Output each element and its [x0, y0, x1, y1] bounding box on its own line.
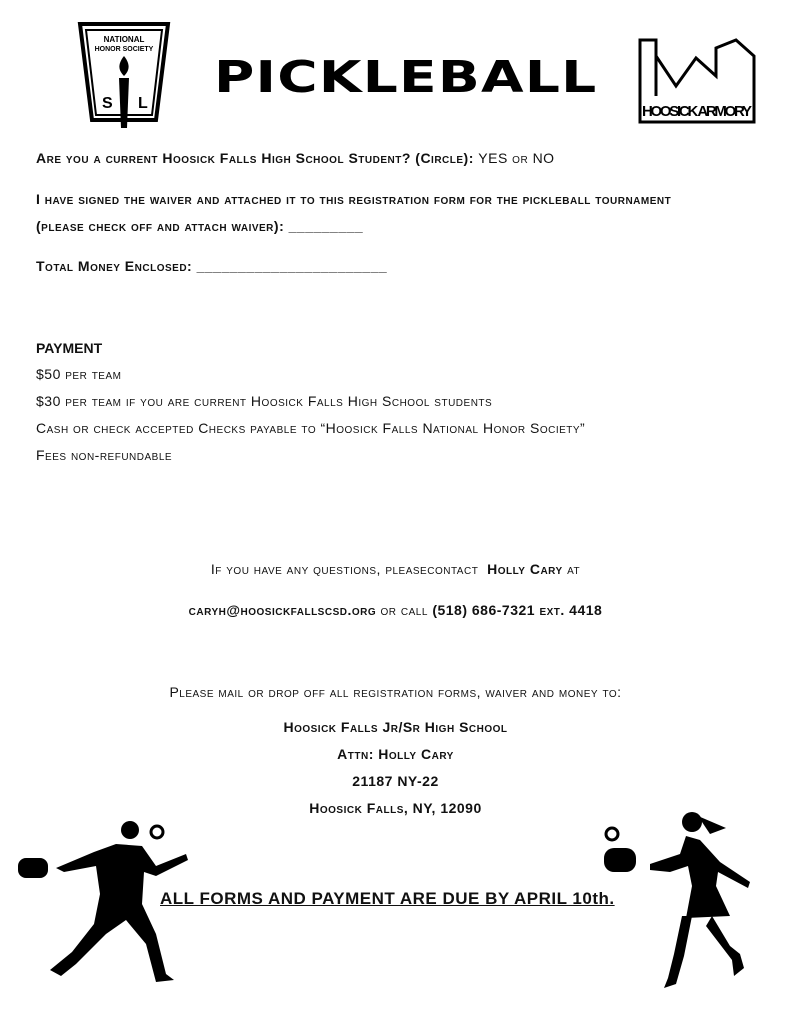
svg-text:HONOR SOCIETY: HONOR SOCIETY — [94, 46, 154, 53]
contact-name: Holly Cary — [487, 561, 563, 577]
mail-line: Hoosick Falls Jr/Sr High School — [283, 719, 508, 735]
hoosick-armory-logo — [636, 36, 758, 124]
waiver-statement: I have signed the waiver and attached it to this registration form for the pickleball tournament — [36, 191, 672, 207]
svg-text:NATIONAL: NATIONAL — [103, 35, 145, 44]
svg-text:HOOSICK ARMORY: HOOSICK ARMORY — [642, 103, 752, 120]
contact-email[interactable]: caryh@hoosickfallscsd.org — [188, 602, 377, 618]
contact-intro: If you have any questions, pleasecontact — [210, 561, 479, 577]
contact-line — [0, 561, 791, 577]
payment-heading: PAYMENT — [36, 340, 103, 356]
total-money-field[interactable]: Total Money Enclosed: _______________________ — [36, 258, 388, 274]
payment-item: $30 per team if you are current Hoosick Falls High School students — [36, 393, 493, 409]
contact-at: at — [567, 561, 581, 577]
yes-no-choice[interactable]: YES or NO — [478, 150, 555, 166]
svg-text:S: S — [102, 95, 113, 112]
contact-details — [0, 602, 791, 618]
due-date-notice: ALL FORMS AND PAYMENT ARE DUE BY APRIL 10th. — [160, 889, 615, 908]
contact-phone: (518) 686-7321 — [432, 602, 536, 618]
student-question-label: Are you a current Hoosick Falls High School Student? (Circle): — [36, 150, 474, 166]
waiver-check-field[interactable]: (please check off and attach waiver): _________ — [36, 218, 364, 234]
student-question — [36, 150, 555, 166]
page-title: PICKLEBALL — [214, 52, 598, 103]
payment-item: $50 per team — [36, 366, 122, 382]
mail-line: Hoosick Falls, NY, 12090 — [309, 800, 482, 816]
svg-text:L: L — [138, 95, 148, 112]
female-player-silhouette — [600, 806, 765, 996]
nhs-logo — [76, 20, 172, 138]
mail-intro: Please mail or drop off all registration forms, waiver and money to: — [169, 684, 622, 700]
mail-line: 21187 NY-22 — [352, 773, 439, 789]
mail-line: Attn: Holly Cary — [337, 746, 454, 762]
male-player-silhouette — [16, 814, 196, 984]
contact-ext: ext. 4418 — [539, 602, 603, 618]
payment-item: Cash or check accepted Checks payable to “Hoosick Falls National Honor Society” — [36, 420, 586, 436]
or-call-text: or call — [380, 602, 428, 618]
payment-item: Fees non-refundable — [36, 447, 173, 463]
